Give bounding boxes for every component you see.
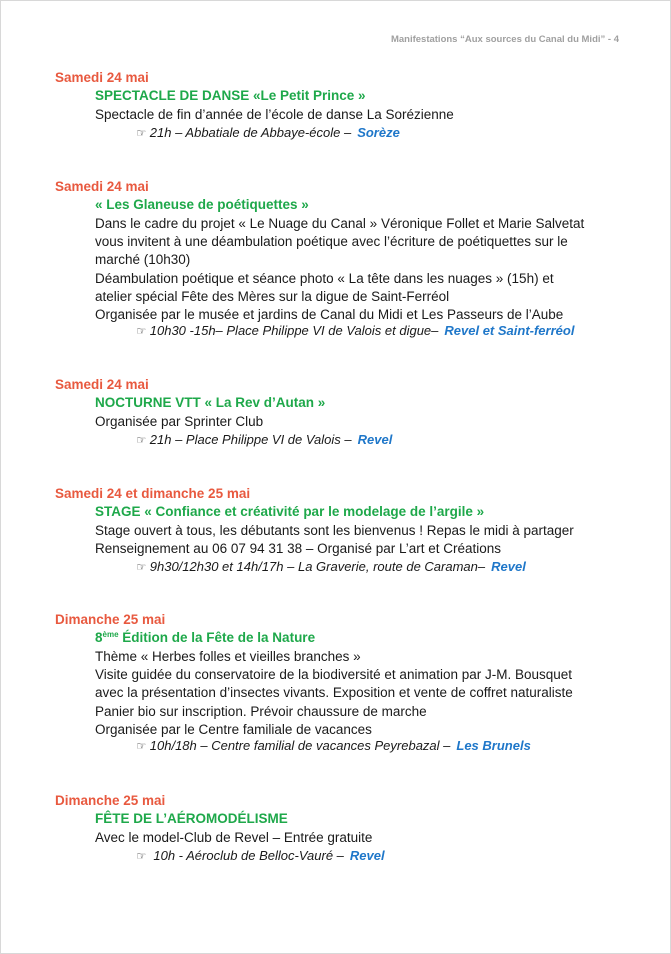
event-title: [95, 630, 315, 645]
description-line: Spectacle de fin d’année de l’école de danse La Sorézienne: [95, 107, 454, 122]
event-location: [136, 432, 392, 447]
description-line: Stage ouvert à tous, les débutants sont les bienvenus ! Repas le midi à partager: [95, 523, 574, 538]
event-description: [95, 106, 635, 124]
town-name: Revel: [491, 559, 526, 574]
location-text: 21h – Place Philippe VI de Valois –: [149, 432, 352, 447]
description-line: Organisée par Sprinter Club: [95, 414, 264, 429]
hand-pointing-arrow-icon: ☞: [136, 849, 147, 863]
hand-pointing-arrow-icon: ☞: [136, 433, 147, 447]
event-date: Samedi 24 mai: [55, 179, 149, 194]
town-name: Les Brunels: [456, 738, 531, 753]
event-title: SPECTACLE DE DANSE «Le Petit Prince »: [95, 88, 366, 103]
location-text: 10h30 -15h– Place Philippe VI de Valois et digue–: [149, 323, 439, 338]
description-line: Dans le cadre du projet « Le Nuage du Canal » Véronique Follet et Marie Salvetat: [95, 216, 585, 231]
description-line: vous invitent à une déambulation poétique avec l’écriture de poétiquettes sur le: [95, 234, 568, 250]
event-title: STAGE « Confiance et créativité par le modelage de l’argile »: [95, 504, 485, 519]
event-location: [136, 738, 531, 753]
hand-pointing-arrow-icon: ☞: [136, 126, 147, 140]
description-line: Organisée par le musée et jardins de Canal du Midi et Les Passeurs de l’Aube: [95, 306, 564, 322]
event-date: Samedi 24 mai: [55, 70, 149, 85]
event-date: Dimanche 25 mai: [55, 612, 166, 627]
event-description: [95, 522, 635, 558]
location-text: 9h30/12h30 et 14h/17h – La Graverie, route de Caraman–: [149, 559, 486, 574]
hand-pointing-arrow-icon: ☞: [136, 560, 147, 574]
event-date: Dimanche 25 mai: [55, 793, 166, 808]
event-title: FÊTE DE L’AÉROMODÉLISME: [95, 811, 288, 826]
town-name: Revel et Saint-ferréol: [444, 323, 575, 338]
hand-pointing-arrow-icon: ☞: [136, 739, 147, 753]
description-line: Visite guidée du conservatoire de la biodiversité et animation par J-M. Bousquet: [95, 667, 573, 683]
event-description: [95, 648, 635, 739]
event-date: Samedi 24 mai: [55, 377, 149, 392]
town-name: Sorèze: [357, 125, 400, 140]
event-description: [95, 215, 635, 324]
hand-pointing-arrow-icon: ☞: [136, 324, 147, 338]
running-header: Manifestations “Aux sources du Canal du Midi” - 4: [390, 34, 619, 45]
edition-suffix: ème: [102, 630, 119, 639]
description-line: marché (10h30): [95, 252, 191, 268]
location-text: 10h - Aéroclub de Belloc-Vauré –: [149, 848, 344, 863]
town-name: Revel: [349, 848, 385, 863]
event-location: [136, 323, 574, 338]
event-description: [95, 829, 635, 847]
event-title: NOCTURNE VTT « La Rev d’Autan »: [95, 395, 326, 410]
town-name: Revel: [357, 432, 393, 447]
event-title: « Les Glaneuse de poétiquettes »: [95, 197, 309, 212]
description-line: Avec le model-Club de Revel – Entrée gratuite: [95, 830, 373, 845]
event-location: [136, 848, 385, 863]
description-line: atelier spécial Fête des Mères sur la digue de Saint-Ferréol: [95, 288, 450, 304]
event-date: Samedi 24 et dimanche 25 mai: [55, 486, 251, 501]
description-line: Renseignement au 06 07 94 31 38 – Organisé par L’art et Créations: [95, 541, 502, 557]
description-line: Déambulation poétique et séance photo « La tête dans les nuages » (15h) et: [95, 270, 554, 286]
edition-title: Édition de la Fête de la Nature: [118, 630, 316, 645]
event-location: [136, 559, 526, 574]
description-line: Thème « Herbes folles et vieilles branches »: [95, 649, 361, 664]
location-text: 10h/18h – Centre familial de vacances Peyrebazal –: [149, 738, 451, 753]
location-text: 21h – Abbatiale de Abbaye-école –: [149, 125, 352, 140]
description-line: Organisée par le Centre familiale de vacances: [95, 721, 372, 737]
description-line: Panier bio sur inscription. Prévoir chaussure de marche: [95, 703, 427, 719]
edition-number: 8: [95, 630, 103, 645]
event-description: [95, 413, 635, 431]
event-location: [136, 125, 400, 140]
description-line: avec la présentation d’insectes vivants. Exposition et vente de coffret naturaliste: [95, 685, 573, 701]
